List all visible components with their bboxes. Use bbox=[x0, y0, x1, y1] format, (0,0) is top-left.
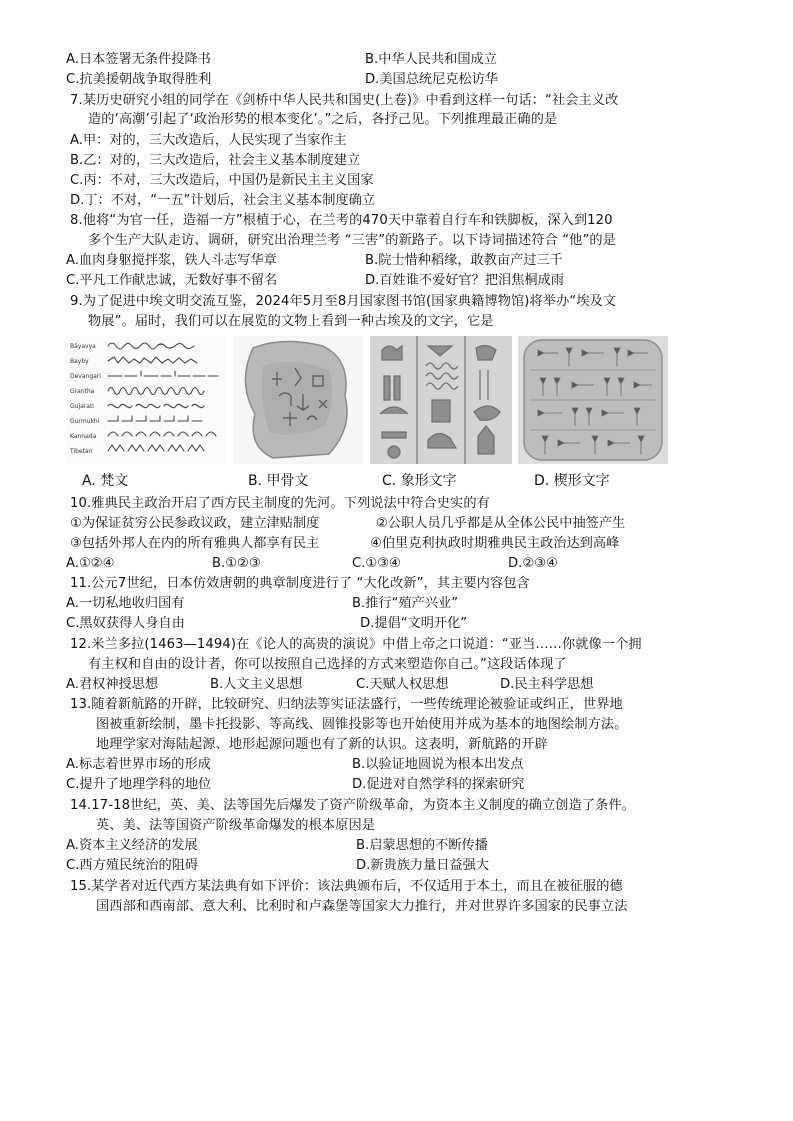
q13-stem-line3: 地理学家对海陆起源、地形起源问题也有了新的认识。这表明，新航路的开辟 bbox=[96, 737, 548, 752]
q12-option-d: D.民主科学思想 bbox=[500, 677, 594, 692]
q8-option-a: A.血肉身躯搅拌浆，铁人斗志写华章 bbox=[66, 253, 277, 268]
q13-option-c: C.提升了地理学科的地位 bbox=[66, 777, 212, 792]
q12-stem-line2: 有主权和自由的设计者，你可以按照自己选择的方式来塑造你自己。”这段话体现了 bbox=[88, 657, 567, 672]
q12-stem-line1: 12.米兰多拉(1463—1494)在《论人的高贵的演说》中借上帝之口说道：“亚当……你就像一个拥 bbox=[70, 637, 642, 652]
cuneiform-tablet-image bbox=[518, 336, 668, 464]
q11-option-c: C.黑奴获得人身自由 bbox=[66, 616, 185, 631]
q6-option-a: A.日本签署无条件投降书 bbox=[66, 52, 211, 67]
q10-statement-3: ③包括外邦人在内的所有雅典人都享有民主 bbox=[70, 536, 320, 551]
q6-option-b: B.中华人民共和国成立 bbox=[365, 52, 497, 67]
q10-statement-4: ④伯里克利执政时期雅典民主政治达到高峰 bbox=[370, 536, 620, 551]
q11-option-a: A.一切私地收归国有 bbox=[66, 596, 185, 611]
q8-stem-line1: 8.他将“为官一任，造福一方”根植于心，在兰考的470天中靠着自行车和铁脚板，深入到120 bbox=[70, 213, 613, 228]
q12-option-c: C.天赋人权思想 bbox=[356, 677, 449, 692]
q7-option-c: C.丙：不对，三大改造后，中国仍是新民主主义国家 bbox=[70, 173, 374, 188]
script-row-label: Devangari bbox=[70, 373, 101, 380]
q9-stem-line1: 9.为了促进中埃文明交流互鉴，2024年5月至8月国家图书馆(国家典籍博物馆)将举办“埃及文 bbox=[70, 294, 617, 309]
q14-option-b: B.启蒙思想的不断传播 bbox=[356, 838, 488, 853]
q6-option-d: D.美国总统尼克松访华 bbox=[365, 72, 499, 87]
q13-stem-line1: 13.随着新航路的开辟，比较研究、归纳法等实证法盛行，一些传统理论被验证或纠正，世界地 bbox=[70, 697, 623, 712]
script-row-label: Gurmukhi bbox=[70, 418, 100, 425]
q9-caption-b: B. 甲骨文 bbox=[248, 473, 309, 489]
q8-option-d: D.百姓谁不爱好官？把泪焦桐成雨 bbox=[365, 273, 564, 288]
q10-statement-2: ②公职人员几乎都是从全体公民中抽签产生 bbox=[376, 516, 626, 531]
q10-option-b: B.①②③ bbox=[212, 556, 261, 571]
hieroglyph-image bbox=[370, 336, 512, 464]
q10-option-d: D.②③④ bbox=[508, 556, 558, 571]
script-row-label: Gujarati bbox=[70, 403, 94, 410]
script-row-label: Grantha bbox=[70, 388, 95, 395]
q14-option-a: A.资本主义经济的发展 bbox=[66, 838, 198, 853]
q9-caption-c: C. 象形文字 bbox=[382, 473, 457, 489]
q14-option-c: C.西方殖民统治的阻碍 bbox=[66, 858, 199, 873]
script-row-label: Tibetan bbox=[70, 448, 93, 455]
q10-option-a: A.①②④ bbox=[66, 556, 115, 571]
q7-option-b: B.乙：对的，三大改造后，社会主义基本制度建立 bbox=[70, 153, 361, 168]
q8-option-b: B.院士惜种稻缘，敢教亩产过三千 bbox=[365, 253, 563, 268]
q13-option-b: B.以验证地圆说为根本出发点 bbox=[352, 757, 524, 772]
q6-option-c: C.抗美援朝战争取得胜利 bbox=[66, 72, 212, 87]
q7-option-a: A.甲：对的，三大改造后，人民实现了当家作主 bbox=[70, 133, 347, 148]
q7-stem-line1: 7.某历史研究小组的同学在《剑桥中华人民共和国史(上卷)》中看到这样一句话：“社会主义改 bbox=[70, 93, 619, 108]
script-row-label: Kannada bbox=[70, 433, 97, 440]
q13-option-d: D.促进对自然学科的探索研究 bbox=[352, 777, 525, 792]
q12-option-b: B.人文主义思想 bbox=[210, 677, 303, 692]
script-row-label: Bāyavya bbox=[70, 343, 96, 350]
q15-stem-line1: 15.某学者对近代西方某法典有如下评价：该法典颁布后，不仅适用于本土，而且在被征服的德 bbox=[70, 879, 623, 894]
q10-option-c: C.①③④ bbox=[352, 556, 401, 571]
q7-stem-line2: 造的‘高潮’引起了‘政治形势的根本变化’。”之后，各抒己见。下列推理最正确的是 bbox=[88, 112, 558, 127]
q10-stem: 10.雅典民主政治开启了西方民主制度的先河。下列说法中符合史实的有 bbox=[70, 496, 490, 511]
q12-option-a: A.君权神授思想 bbox=[66, 677, 159, 692]
q14-option-d: D.新贵族力量日益强大 bbox=[356, 858, 490, 873]
q14-stem-line2: 英、美、法等国资产阶级革命爆发的根本原因是 bbox=[96, 818, 376, 833]
q13-option-a: A.标志着世界市场的形成 bbox=[66, 757, 211, 772]
q11-option-d: D.提倡“文明开化” bbox=[360, 616, 468, 631]
script-row-label: Bayby bbox=[70, 358, 89, 365]
q11-option-b: B.推行“殖产兴业” bbox=[352, 596, 459, 611]
q9-stem-line2: 物展”。届时，我们可以在展览的文物上看到一种古埃及的文字，它是 bbox=[88, 314, 494, 329]
q7-option-d: D.丁：不对，“一五”计划后，社会主义基本制度确立 bbox=[70, 193, 375, 208]
q8-stem-line2: 多个生产大队走访、调研，研究出治理兰考 “三害”的新路子。以下诗词描述符合 “他”的是 bbox=[88, 233, 616, 248]
q9-caption-d: D. 楔形文字 bbox=[534, 473, 610, 489]
oracle-bone-image bbox=[233, 336, 363, 464]
q15-stem-line2: 国西部和西南部、意大利、比利时和卢森堡等国家大力推行，并对世界许多国家的民事立法 bbox=[96, 899, 628, 914]
q10-statement-1: ①为保证贫穷公民参政议政，建立津贴制度 bbox=[70, 516, 320, 531]
q9-caption-a: A. 梵文 bbox=[82, 473, 129, 489]
q11-stem: 11.公元7世纪，日本仿效唐朝的典章制度进行了 “大化改新”，其主要内容包含 bbox=[70, 576, 530, 591]
sanskrit-script-image bbox=[66, 336, 226, 464]
q8-option-c: C.平凡工作献忠诚，无数好事不留名 bbox=[66, 273, 278, 288]
q13-stem-line2: 图被重新绘制，墨卡托投影、等高线、圆锥投影等也开始使用并成为基本的地图绘制方法。 bbox=[96, 717, 628, 732]
q14-stem-line1: 14.17-18世纪，英、美、法等国先后爆发了资产阶级革命，为资本主义制度的确立创造了条件。 bbox=[70, 798, 636, 813]
